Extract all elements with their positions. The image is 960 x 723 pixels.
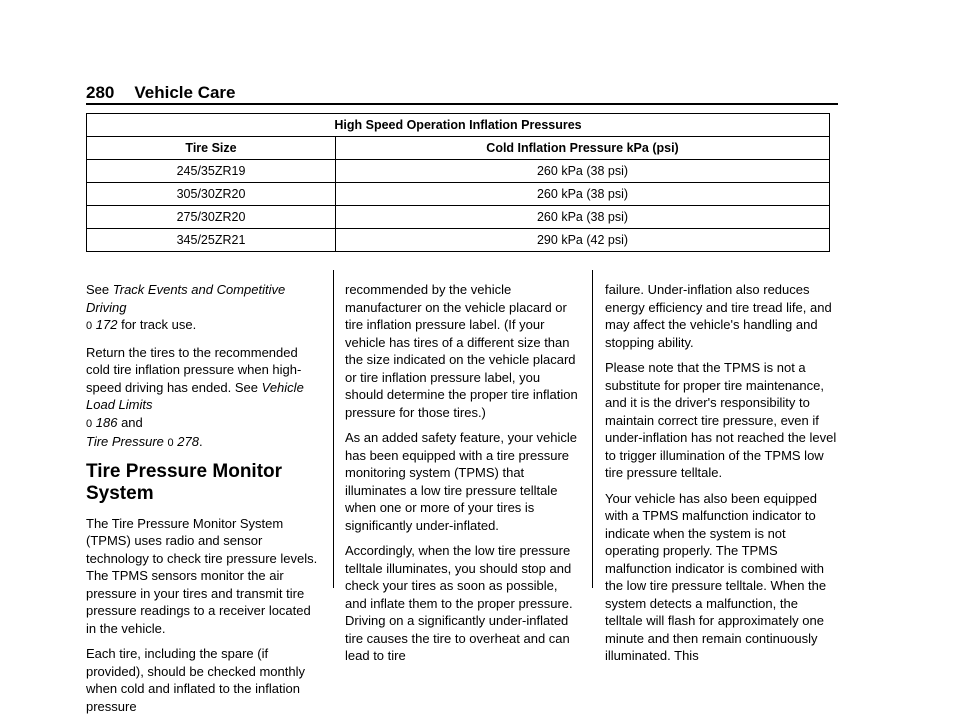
column-header-pressure: Cold Inflation Pressure kPa (psi) xyxy=(336,137,830,160)
header-rule xyxy=(86,103,838,105)
page-ref-arrow-icon: 0 xyxy=(86,320,93,332)
page-ref-186[interactable]: 186 xyxy=(95,414,118,430)
page-ref-arrow-icon: 0 xyxy=(167,437,174,449)
vehicle-load-limits-link[interactable]: Vehicle Load Limits xyxy=(86,379,304,412)
recommended-pressure-paragraph: recommended by the vehicle manufacturer on the vehicle placard or tire inflation pressure label. (If your vehicle has tires of a different size than the size indicated on the vehicle placard or tire inflation pressure label, you should determine the proper tire inflation pressure for those tires.) xyxy=(345,282,578,420)
pressure-cell: 260 kPa (38 psi) xyxy=(336,160,830,183)
track-use-paragraph xyxy=(86,281,321,336)
tire-pressure-link[interactable]: Tire Pressure xyxy=(86,434,164,449)
and-text: and xyxy=(121,414,143,430)
tire-size-cell: 275/30ZR20 xyxy=(87,206,336,229)
pressure-cell: 260 kPa (38 psi) xyxy=(336,206,830,229)
track-use-tail: for track use. xyxy=(121,317,197,332)
table-title-row xyxy=(87,114,830,137)
table-row xyxy=(87,183,830,206)
period: . xyxy=(198,434,203,449)
column-divider xyxy=(592,270,593,588)
table-title: High Speed Operation Inflation Pressures xyxy=(87,114,830,137)
tire-size-cell: 345/25ZR21 xyxy=(87,229,336,252)
maintenance-note-paragraph: Please note that the TPMS is not a substitute for proper tire maintenance, and it is the driver's responsibility to maintain correct tire pressure, even if under-inflation has not reached the level to trigger illumination of the TPMS low tire pressure telltale. xyxy=(605,360,837,480)
inflation-pressure-table xyxy=(86,113,830,252)
pressure-cell: 290 kPa (42 psi) xyxy=(336,229,830,252)
see-label: See xyxy=(86,282,110,297)
monthly-check-paragraph: Each tire, including the spare (if provided), should be checked monthly when cold and inflated to the inflation pressure xyxy=(86,646,305,714)
page-header xyxy=(86,83,236,103)
table-row xyxy=(87,229,830,252)
text-column-3 xyxy=(605,281,837,673)
malfunction-indicator-paragraph: Your vehicle has also been equipped with a TPMS malfunction indicator to indicate when the system is not operating properly. The TPMS malfunction indicator is combined with the low tire pressure telltale. When the system detects a malfunction, the telltale will flash for approximately one minute and then remain continuously illuminated. This xyxy=(605,490,827,663)
telltale-action-paragraph: Accordingly, when the low tire pressure telltale illuminates, you should stop and check your tires as soon as possible, and inflate them to the proper pressure. Driving on a significantly under-inflated tire causes the tire to overheat and can lead to tire xyxy=(345,543,573,663)
pressure-cell: 260 kPa (38 psi) xyxy=(336,183,830,206)
return-tires-text: Return the tires to the recommended cold tire inflation pressure when high-speed driving has ended. See xyxy=(86,344,302,395)
track-events-link[interactable]: Track Events and Competitive Driving xyxy=(86,282,286,315)
page-ref-278[interactable]: 278 xyxy=(177,434,199,449)
column-divider xyxy=(333,270,334,588)
underinflation-effects-paragraph: failure. Under-inflation also reduces energy efficiency and tire tread life, and may affect the vehicle's handling and stopping ability. xyxy=(605,282,832,350)
section-title: Vehicle Care xyxy=(134,83,236,102)
page-number: 280 xyxy=(86,83,115,102)
table-header-row xyxy=(87,137,830,160)
column-header-tire-size: Tire Size xyxy=(87,137,336,160)
tire-size-cell: 245/35ZR19 xyxy=(87,160,336,183)
safety-feature-paragraph: As an added safety feature, your vehicle has been equipped with a tire pressure monitoring system (TPMS) that illuminates a low tire pressure telltale when one or more of your tires is significantly under-inflated. xyxy=(345,430,577,533)
section-heading: Tire Pressure Monitor System xyxy=(86,460,283,504)
text-column-2 xyxy=(345,281,579,673)
tire-size-cell: 305/30ZR20 xyxy=(87,183,336,206)
tpms-intro-paragraph: The Tire Pressure Monitor System (TPMS) uses radio and sensor technology to check tire pressure levels. The TPMS sensors monitor the air pressure in your tires and transmit tire pressure readings to a receiver located in the vehicle. xyxy=(86,515,318,636)
table-row xyxy=(87,160,830,183)
page-ref-arrow-icon: 0 xyxy=(86,417,93,430)
table-row xyxy=(87,206,830,229)
text-column-1 xyxy=(86,281,321,723)
page-ref-172[interactable]: 172 xyxy=(95,317,118,332)
return-tires-paragraph xyxy=(86,344,321,453)
